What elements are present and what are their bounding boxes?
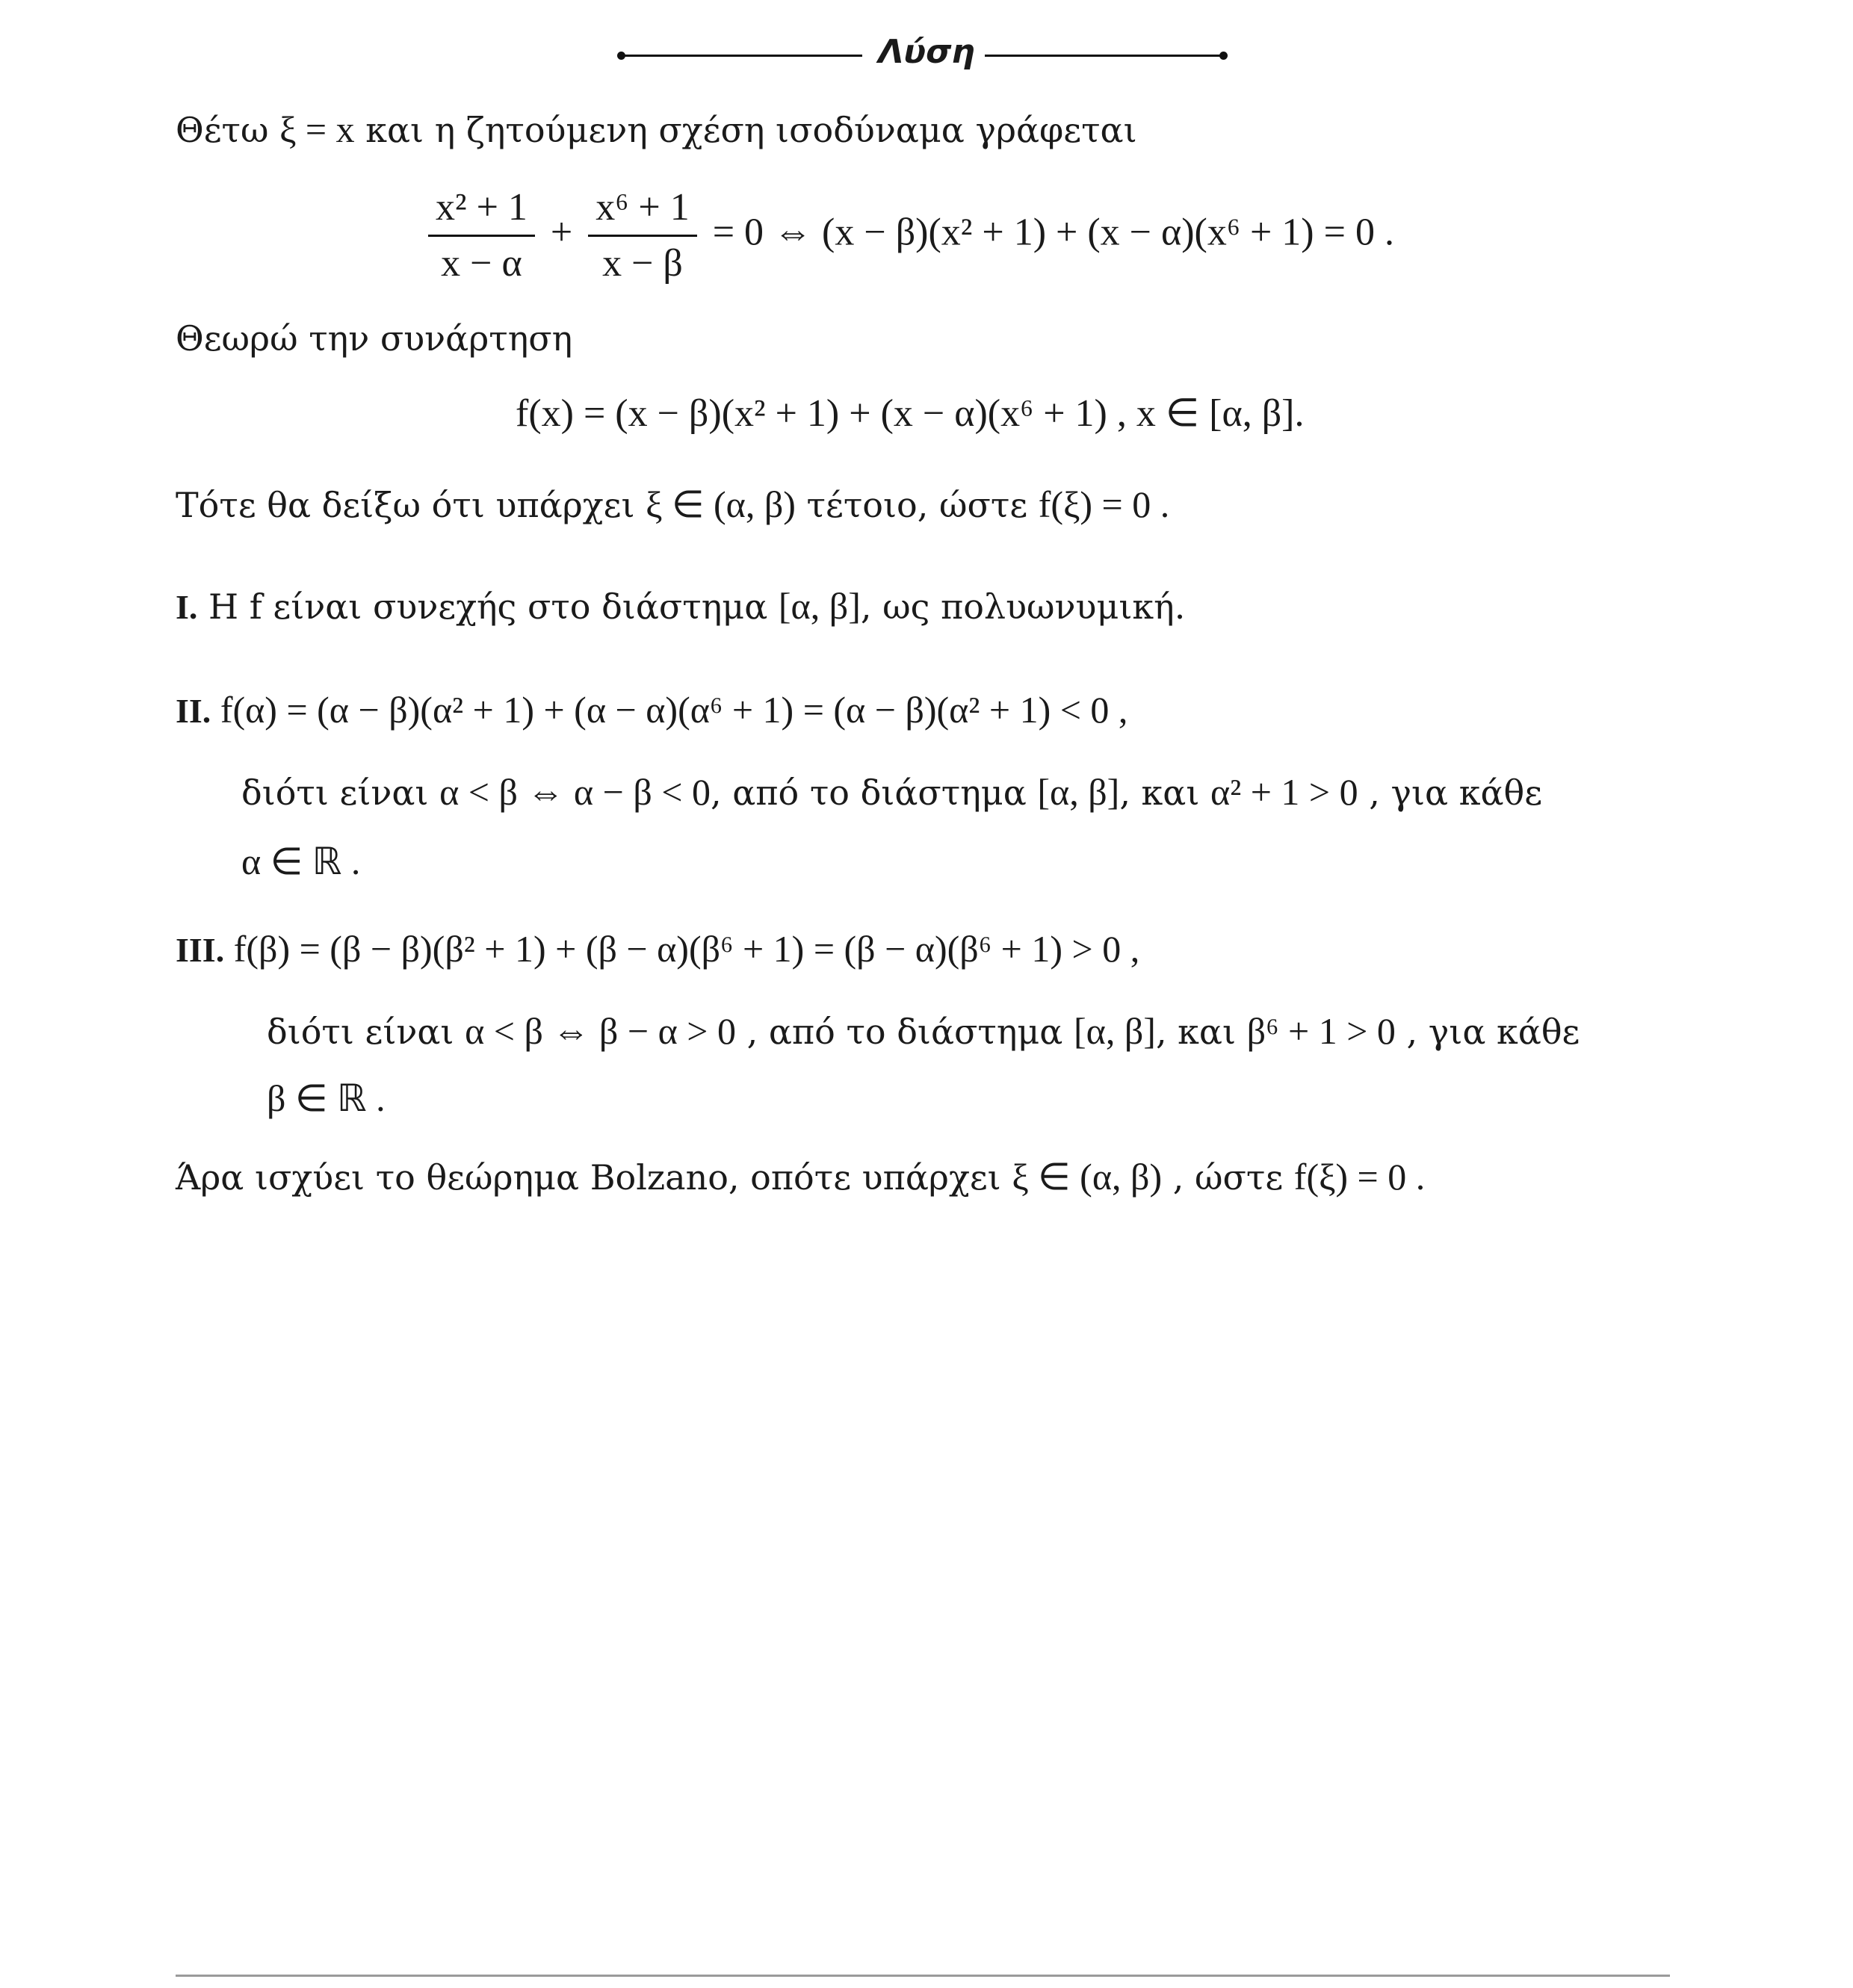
- step-2-formula: f(α) = (α − β)(α² + 1) + (α − α)(α⁶ + 1) = (α − β)(α² + 1) < 0 ,: [211, 689, 1128, 731]
- equation-1: [422, 188, 1394, 283]
- fraction-2: [588, 188, 696, 283]
- goal-math-a: ξ ∈ (α, β): [646, 483, 796, 525]
- step-3-reason-math-2: [α, β]: [1074, 1010, 1156, 1052]
- step-3-reason-a: διότι είναι: [267, 1012, 465, 1052]
- step-3: [176, 928, 1140, 970]
- step-3-reason-end: β ∈ ℝ .: [267, 1077, 386, 1119]
- step-1-label: I.: [176, 588, 198, 626]
- step-2-label: II.: [176, 692, 211, 730]
- step-2-reason-b: , από το διάστημα: [710, 772, 1038, 813]
- conclusion-line: [176, 1156, 1426, 1198]
- step-3-reason-d: , για κάθε: [1395, 1012, 1580, 1052]
- step-3-formula: f(β) = (β − β)(β² + 1) + (β − α)(β⁶ + 1) = (β − α)(β⁶ + 1) > 0 ,: [224, 928, 1140, 970]
- step-2-reason-math-2: [α, β]: [1037, 771, 1120, 813]
- step-2-reason-a: διότι είναι: [241, 772, 440, 813]
- step-1-text-b: , ως πολυωνυμική.: [860, 586, 1186, 627]
- function-definition: f(x) = (x − β)(x² + 1) + (x − α)(x⁶ + 1) , x ∈ [α, β].: [516, 392, 1305, 435]
- conclusion-text-b: , ώστε: [1162, 1157, 1294, 1198]
- fraction-2-denominator: x − β: [602, 242, 683, 285]
- fraction-1: [428, 188, 535, 283]
- section-title: Λύση: [878, 33, 975, 71]
- equation-1-plus: +: [550, 211, 573, 254]
- goal-line: [176, 483, 1170, 525]
- step-2-reason-d: , για κάθε: [1358, 772, 1543, 813]
- section-header: [0, 28, 1853, 81]
- step-3-reason: [267, 1012, 1580, 1050]
- step-3-reason-c: , και: [1155, 1012, 1247, 1052]
- step-3-reason-b: , από το διάστημα: [735, 1012, 1074, 1052]
- step-1-math: [α, β]: [778, 585, 861, 627]
- step-3-label: III.: [176, 931, 225, 969]
- fraction-1-numerator: x² + 1: [428, 188, 535, 237]
- step-2-reason-math-1: α < β ⇔ α − β < 0: [439, 771, 711, 813]
- fraction-2-numerator: x⁶ + 1: [588, 188, 696, 237]
- step-1-text-a: Η f είναι συνεχής στο διάστημα: [197, 586, 779, 627]
- conclusion-math-b: f(ξ) = 0 .: [1293, 1156, 1426, 1198]
- step-3-reason-math-1: α < β ⇔ β − α > 0: [465, 1010, 736, 1052]
- fraction-1-denominator: x − α: [441, 242, 522, 285]
- intro-text-b: και η ζητούμενη σχέση ισοδύναμα γράφεται: [354, 110, 1137, 150]
- header-right-dot: [1219, 52, 1228, 60]
- step-2-reason-end: α ∈ ℝ .: [241, 840, 361, 882]
- header-left-rule: [623, 55, 862, 57]
- intro-math: ξ = x: [279, 108, 355, 150]
- step-2-reason: [241, 773, 1542, 811]
- header-right-rule: [985, 55, 1224, 57]
- intro-line: [176, 108, 1137, 150]
- conclusion-text-a: Άρα ισχύει το θεώρημα Bolzano, οπότε υπάρχει: [176, 1157, 1012, 1198]
- step-3-reason-math-3: β⁶ + 1 > 0: [1246, 1010, 1396, 1052]
- goal-text-b: τέτοιο, ώστε: [795, 485, 1039, 525]
- goal-text-a: Τότε θα δείξω ότι υπάρχει: [176, 485, 646, 525]
- step-1: [176, 587, 1185, 625]
- intro-text-a: Θέτω: [176, 110, 280, 150]
- step-2-reason-c: , και: [1119, 772, 1211, 813]
- consider-line: Θεωρώ την συνάρτηση: [176, 318, 573, 359]
- conclusion-math-a: ξ ∈ (α, β): [1012, 1156, 1163, 1198]
- goal-math-b: f(ξ) = 0 .: [1038, 483, 1170, 525]
- step-2: [176, 689, 1128, 731]
- footer-rule: [176, 1975, 1670, 1977]
- equation-1-rest: = 0 ⇔ (x − β)(x² + 1) + (x − α)(x⁶ + 1) = 0 .: [712, 211, 1394, 254]
- step-2-reason-math-3: α² + 1 > 0: [1210, 771, 1358, 813]
